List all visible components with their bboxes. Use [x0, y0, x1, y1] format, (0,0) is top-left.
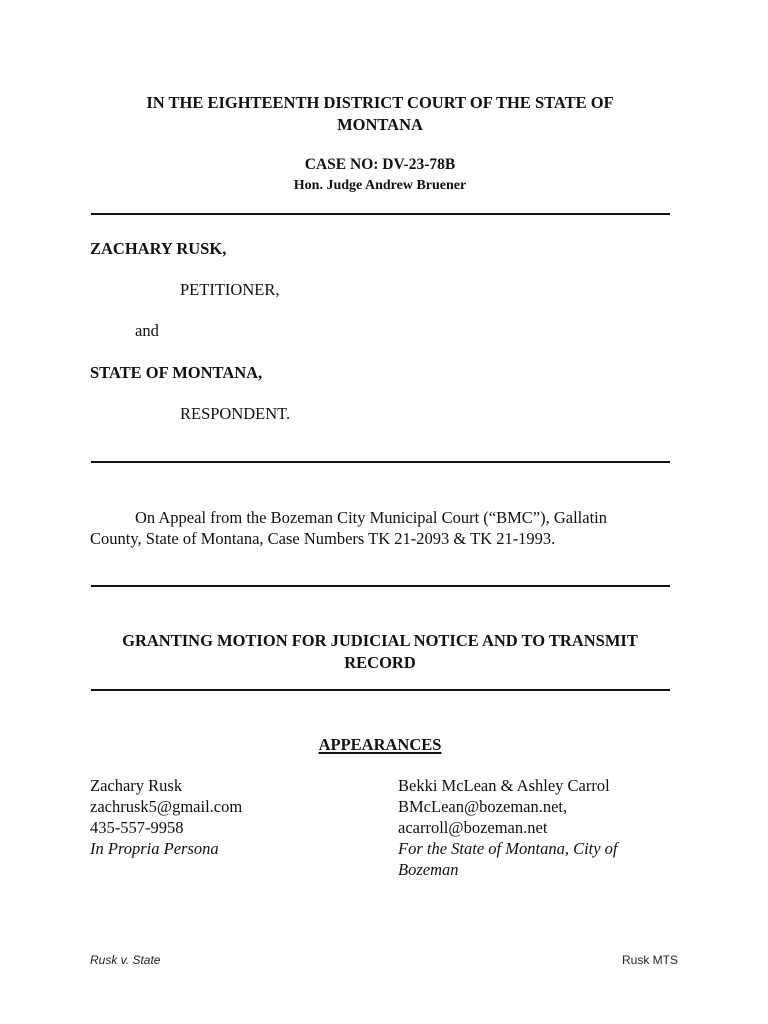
judge-name: Hon. Judge Andrew Bruener — [293, 178, 467, 193]
petitioner-name: ZACHARY RUSK, — [90, 239, 227, 258]
petitioner-role: PETITIONER, — [180, 280, 280, 299]
appearance-petitioner — [90, 775, 370, 859]
motion-title-line1: GRANTING MOTION FOR JUDICIAL NOTICE AND TO TRANSMIT — [122, 631, 638, 650]
footer-document-id: Rusk MTS — [621, 953, 678, 967]
petitioner-phone: 435-557-9958 — [90, 818, 184, 837]
court-title-line2: MONTANA — [337, 115, 423, 134]
divider-rule — [91, 213, 670, 215]
respondent-contact-names: Bekki McLean & Ashley Carrol — [398, 776, 610, 795]
appearance-respondent — [398, 775, 678, 880]
court-title — [90, 92, 670, 136]
petitioner-email: zachrusk5@gmail.com — [90, 797, 243, 816]
motion-title — [90, 630, 670, 674]
motion-title-line2: RECORD — [344, 653, 416, 672]
divider-rule — [91, 461, 670, 463]
respondent-email-2: acarroll@bozeman.net — [398, 818, 548, 837]
respondent-capacity: For the State of Montana, City of Bozeman — [398, 839, 618, 879]
divider-rule — [91, 689, 670, 691]
appearances-heading — [90, 734, 670, 755]
respondent-role: RESPONDENT. — [180, 404, 291, 423]
petitioner-capacity: In Propria Persona — [90, 839, 219, 858]
court-title-line1: IN THE EIGHTEENTH DISTRICT COURT OF THE STATE OF — [146, 93, 614, 112]
appearances-heading-text: APPEARANCES — [318, 735, 442, 754]
divider-rule — [91, 585, 670, 587]
case-number: CASE NO: DV-23-78B — [304, 156, 456, 173]
appeal-line2: County, State of Montana, Case Numbers TK 21-2093 & TK 21-1993. — [90, 529, 556, 548]
petitioner-contact-name: Zachary Rusk — [90, 776, 183, 795]
appeal-line1: On Appeal from the Bozeman City Municipal Court (“BMC”), Gallatin — [135, 508, 607, 527]
respondent-name: STATE OF MONTANA, — [90, 363, 263, 382]
respondent-email-1: BMcLean@bozeman.net, — [398, 797, 568, 816]
party-conjunction: and — [135, 321, 159, 340]
footer-case-caption: Rusk v. State — [90, 953, 161, 967]
appeal-paragraph — [90, 507, 670, 549]
